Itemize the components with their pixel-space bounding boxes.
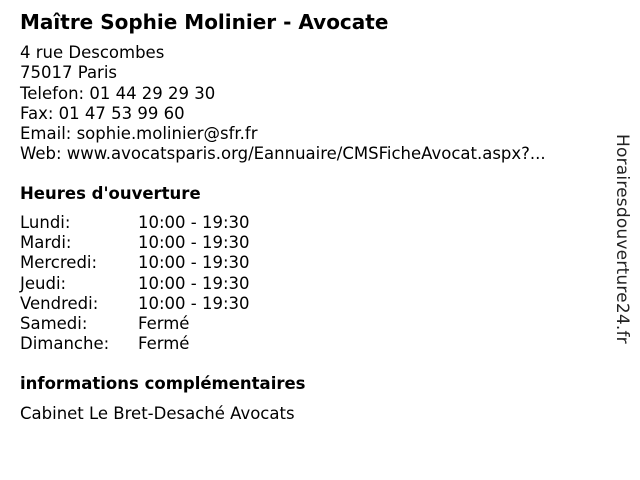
phone-number: Telefon: 01 44 29 29 30 — [20, 83, 216, 103]
page-title: Maître Sophie Molinier - Avocate — [20, 10, 389, 34]
time-value: 10:00 - 19:30 — [138, 233, 250, 253]
hours-row-tuesday — [20, 233, 250, 253]
time-value: 10:00 - 19:30 — [138, 253, 250, 273]
time-value: 10:00 - 19:30 — [138, 213, 250, 232]
address-street: 4 rue Descombes — [20, 43, 165, 62]
day-label: Samedi: — [20, 313, 88, 333]
time-value: 10:00 - 19:30 — [138, 273, 250, 293]
day-label: Jeudi: — [20, 273, 67, 293]
email-address: Email: sophie.molinier@sfr.fr — [20, 124, 258, 144]
contact-block — [20, 43, 546, 165]
time-value: Fermé — [138, 334, 190, 354]
time-value: Fermé — [138, 313, 190, 333]
opening-hours-table — [20, 213, 250, 354]
additional-info-heading: informations complémentaires — [20, 374, 306, 393]
fax-number: Fax: 01 47 53 99 60 — [20, 103, 185, 123]
hours-row-sunday — [20, 334, 250, 354]
opening-hours-heading: Heures d'ouverture — [20, 184, 201, 203]
day-label: Mardi: — [20, 233, 72, 253]
website-url: Web: www.avocatsparis.org/Eannuaire/CMSFicheAvocat.aspx?... — [20, 144, 546, 164]
hours-row-monday — [20, 213, 250, 233]
company-name: Cabinet Le Bret-Desaché Avocats — [20, 404, 295, 423]
address-city: 75017 Paris — [20, 63, 118, 83]
hours-row-saturday — [20, 314, 250, 334]
hours-row-friday — [20, 294, 250, 314]
day-label: Lundi: — [20, 213, 71, 232]
day-label: Mercredi: — [20, 253, 98, 273]
day-label: Dimanche: — [20, 334, 110, 354]
hours-row-wednesday — [20, 253, 250, 273]
time-value: 10:00 - 19:30 — [138, 293, 250, 313]
site-watermark: Horairesdouverture24.fr — [612, 134, 632, 344]
hours-row-thursday — [20, 274, 250, 294]
day-label: Vendredi: — [20, 293, 99, 313]
